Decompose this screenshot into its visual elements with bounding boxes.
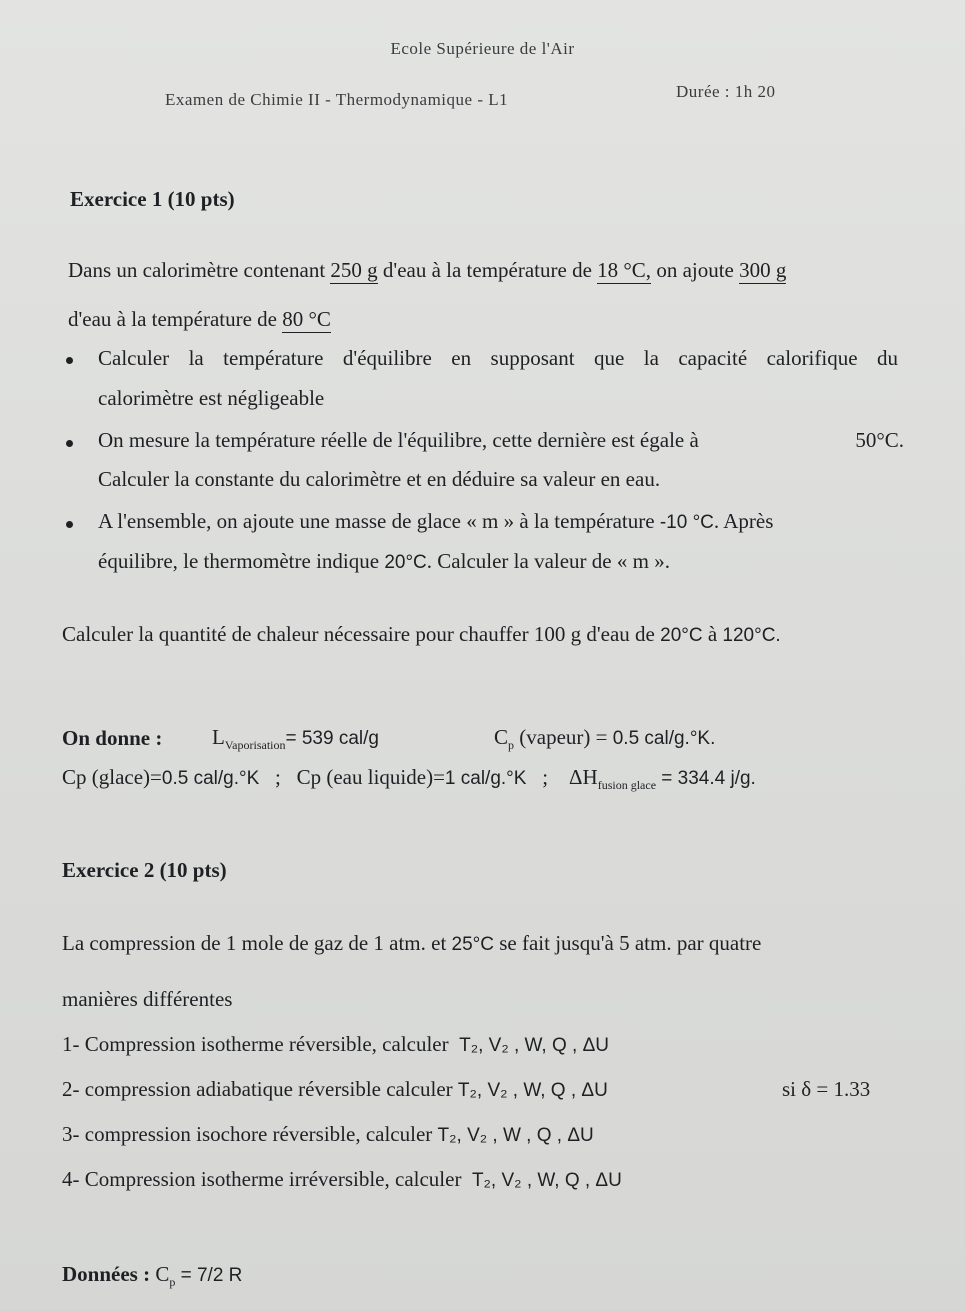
temp-25c: 25°C — [451, 934, 494, 955]
given-label: On donne : — [62, 726, 163, 750]
given-line1 — [212, 724, 379, 758]
exercise1-intro-line2 — [68, 306, 331, 332]
question-4 — [62, 1166, 622, 1194]
given-line2 — [62, 764, 756, 798]
text: (vapeur) = — [519, 725, 608, 749]
text: . Après — [713, 509, 774, 533]
exercise1-intro-line1 — [68, 257, 898, 283]
variables: T₂, V₂ , W, Q , ΔU — [471, 1170, 622, 1191]
temp-120c: 120°C. — [722, 625, 781, 646]
heat-question — [62, 621, 781, 649]
question-3 — [62, 1121, 594, 1149]
exercise2-title: Exercice 2 (10 pts) — [62, 858, 227, 882]
subscript: p — [508, 738, 515, 753]
cp-water-value: 1 cal/g.°K — [444, 768, 527, 789]
text: d'eau à la température de — [68, 307, 277, 331]
question-2-gamma: si δ = 1.33 — [782, 1077, 871, 1101]
text: 4- Compression isotherme irréversible, calculer — [62, 1167, 462, 1191]
bullet3-line2 — [98, 548, 670, 576]
text: La compression de 1 mole de gaz de 1 atm. et — [62, 931, 447, 955]
text: Dans un calorimètre contenant — [68, 258, 326, 282]
variables: T₂, V₂ , W, Q , ΔU — [459, 1035, 610, 1056]
subscript: Vaporisation — [224, 738, 286, 753]
separator: ; — [275, 765, 281, 789]
mass-250g: 250 g — [330, 258, 378, 282]
temp-80c: 80 °C — [282, 307, 331, 331]
text: 1- Compression isotherme réversible, calculer — [62, 1032, 449, 1056]
bullet1-line1: Calculer la température d'équilibre en supposant que la capacité calorifique du — [98, 346, 898, 370]
exercise2-intro-line2: manières différentes — [62, 987, 233, 1011]
bullet-icon — [66, 357, 73, 364]
variables: T₂, V₂ , W, Q , ΔU — [457, 1080, 608, 1101]
bullet1-line2: calorimètre est négligeable — [98, 386, 325, 410]
text: C — [155, 1262, 170, 1286]
bullet2-line2: Calculer la constante du calorimètre et en déduire sa valeur en eau. — [98, 467, 661, 491]
exercise2-intro-line1 — [62, 930, 934, 958]
question-2 — [62, 1076, 608, 1104]
text: A l'ensemble, on ajoute une masse de glace « m » à la température — [98, 509, 655, 533]
exercise2-data — [62, 1261, 242, 1295]
text: Cp (eau liquide)= — [296, 765, 445, 789]
latent-heat-value: = 539 cal/g — [285, 728, 379, 749]
exercise1-title: Exercice 1 (10 pts) — [70, 187, 235, 211]
text: 3- compression isochore réversible, calculer — [62, 1122, 433, 1146]
given-line1-cp-vapor — [494, 724, 715, 758]
cp-vapor-value: 0.5 cal/g.°K. — [612, 728, 716, 749]
cp-ice-value: 0.5 cal/g.°K — [161, 768, 260, 789]
variables: T₂, V₂ , W , Q , ΔU — [437, 1125, 594, 1146]
text: équilibre, le thermomètre indique — [98, 549, 380, 573]
text: C — [494, 725, 509, 749]
text: 2- compression adiabatique réversible calculer — [62, 1077, 453, 1101]
bullet3-line1 — [98, 508, 773, 536]
text: On mesure la température réelle de l'équilibre, cette dernière est égale à — [98, 428, 699, 452]
separator: ; — [542, 765, 549, 789]
text: L — [212, 725, 225, 749]
subscript: fusion glace — [597, 778, 657, 793]
text: Cp (glace)= — [62, 765, 162, 789]
text: . Calculer la valeur de « m ». — [426, 549, 670, 573]
exam-title: Examen de Chimie II - Thermodynamique - L1 — [165, 90, 509, 109]
temp-18c: 18 °C, — [597, 258, 652, 282]
text: ΔH — [569, 765, 598, 789]
bullet2-line1 — [98, 427, 904, 453]
text: se fait jusqu'à 5 atm. par quatre — [499, 931, 762, 955]
temp-minus10c: -10 °C — [659, 512, 714, 533]
question-1 — [62, 1031, 609, 1059]
temp-20c: 20°C — [384, 552, 427, 573]
school-name: Ecole Supérieure de l'Air — [390, 39, 575, 58]
fusion-enthalpy-value: = 334.4 j/g. — [661, 768, 756, 789]
data-label: Données : — [62, 1262, 151, 1286]
bullet-icon — [66, 440, 73, 447]
bullet-icon — [66, 521, 73, 528]
temp-20c: 20°C — [660, 625, 703, 646]
text: on ajoute — [656, 258, 734, 282]
temp-50c: 50°C. — [855, 428, 904, 452]
cp-value: = 7/2 R — [180, 1265, 243, 1286]
text: d'eau à la température de — [382, 258, 592, 282]
mass-300g: 300 g — [739, 258, 787, 282]
subscript: p — [169, 1275, 176, 1290]
exam-duration: Durée : 1h 20 — [676, 82, 776, 101]
text: Calculer la quantité de chaleur nécessaire pour chauffer 100 g d'eau de — [62, 622, 655, 646]
text: à — [707, 622, 718, 646]
